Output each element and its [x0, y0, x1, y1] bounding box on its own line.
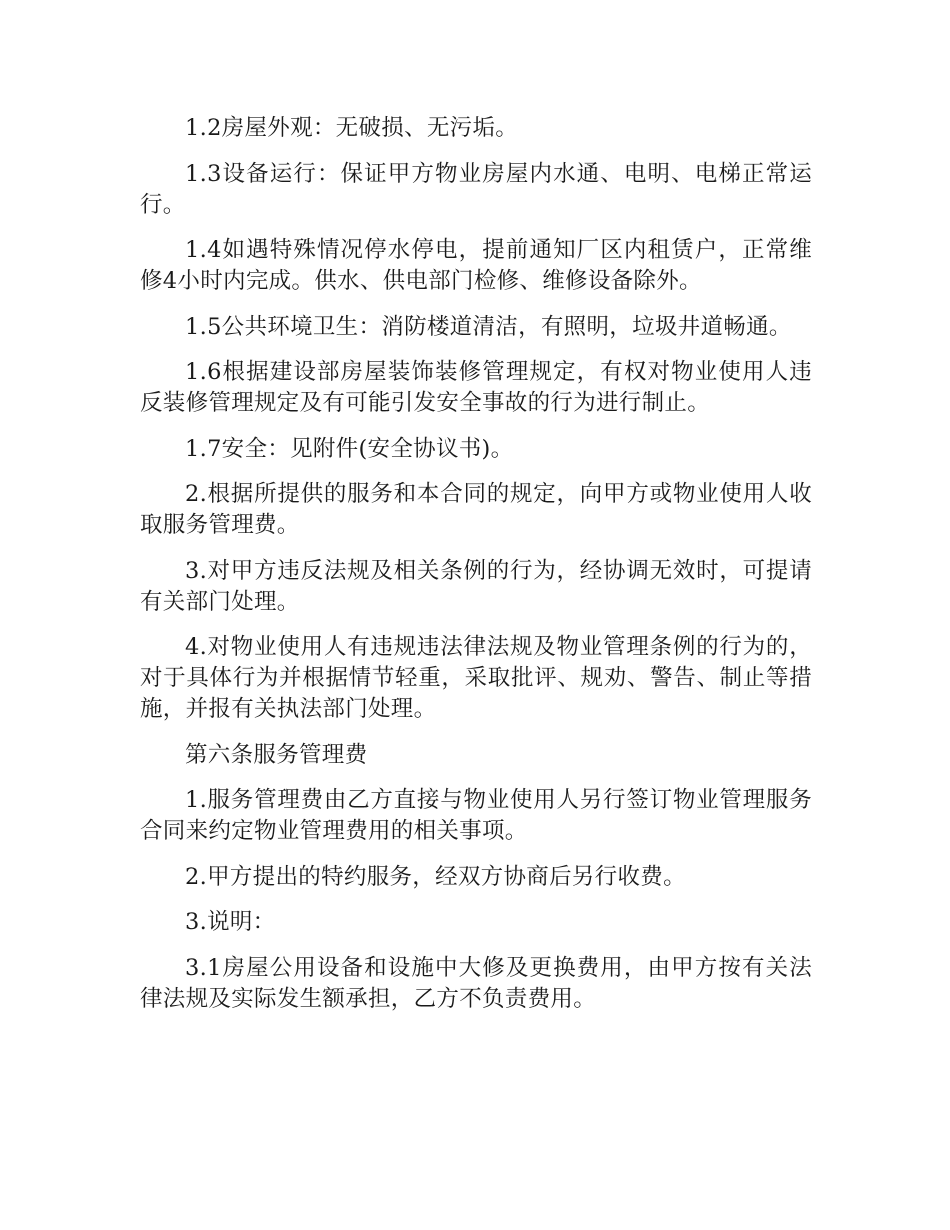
paragraph-1-3-equipment: 1.3设备运行：保证甲方物业房屋内水通、电明、电梯正常运行。	[140, 160, 812, 218]
paragraph-article-6-1: 1.服务管理费由乙方直接与物业使用人另行签订物业管理服务合同来约定物业管理费用的相关事项。	[140, 787, 812, 844]
document-body	[140, 113, 812, 1029]
paragraph-1-2-appearance: 1.2房屋外观：无破损、无污垢。	[185, 115, 519, 141]
paragraph-article-6-3-1: 3.1房屋公用设备和设施中大修及更换费用，由甲方按有关法律法规及实际发生额承担，乙方不负责费用。	[140, 954, 812, 1012]
paragraph-1-6-renovation: 1.6根据建设部房屋装饰装修管理规定，有权对物业使用人违反装修管理规定及有可能引发安全事故的行为进行制止。	[140, 359, 812, 416]
paragraph-3-violations: 3.对甲方违反法规及相关条例的行为，经协调无效时，可提请有关部门处理。	[140, 557, 812, 615]
paragraph-2-fee-collection: 2.根据所提供的服务和本合同的规定，向甲方或物业使用人收取服务管理费。	[140, 481, 812, 538]
paragraph-4-user-violations: 4.对物业使用人有违规违法律法规及物业管理条例的行为的，对于具体行为并根据情节轻重，采取批评、规劝、警告、制止等措施，并报有关执法部门处理。	[140, 634, 812, 722]
section-heading-article-6: 第六条服务管理费	[185, 741, 368, 768]
paragraph-1-4-outage: 1.4如遇特殊情况停水停电，提前通知厂区内租赁户，正常维修4小时内完成。供水、供电部门检修、维修设备除外。	[140, 237, 812, 294]
paragraph-article-6-2: 2.甲方提出的特约服务，经双方协商后另行收费。	[185, 863, 686, 890]
paragraph-1-5-sanitation: 1.5公共环境卫生：消防楼道清洁，有照明，垃圾井道畅通。	[185, 313, 792, 340]
paragraph-article-6-3: 3.说明：	[185, 909, 276, 935]
paragraph-1-7-safety: 1.7安全：见附件(安全协议书)。	[185, 435, 514, 462]
